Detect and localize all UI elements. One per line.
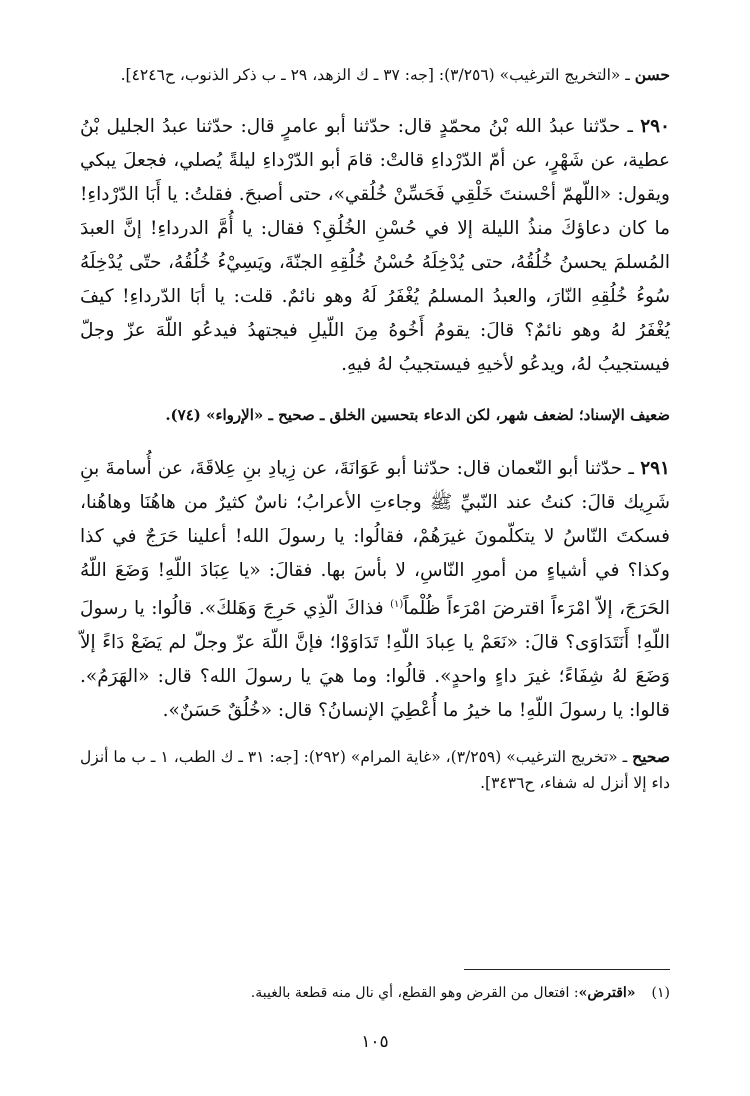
hadith-291 [80,452,670,728]
grading-hadith-289 [80,62,670,88]
grading-hadith-290 [80,402,670,428]
footnote-divider [464,969,670,970]
hadith-text-part-b: فذاكَ الّذِي حَرِجَ وَهَلكَ». قالُوا: يا رسولَ اللّهِ! أَنَتَدَاوَى؟ قالَ: «نَعَمْ يا عِبادَ اللّهِ! تَدَاوَوْا؛ فإنَّ اللّهَ عزّ وجلّ لم يَضَعْ دَاءً إلاّ وَضَعَ لهُ شِفَاءً؛ غيرَ داءٍ واحدٍ». قالُوا: وما هيَ يا رسولَ الله؟ قال: «الهَرَمُ». قالوا: يا رسولَ اللّهِ! ما خيرُ ما أُعْطِيَ الإنسانُ؟ قال: «خُلُقٌ حَسَنٌ». [80,598,670,722]
hadith-number: ٢٩١ [640,458,670,479]
hadith-290 [80,110,670,382]
hadith-number: ٢٩٠ [640,116,670,137]
grading-hadith-291 [80,744,670,796]
grading-text: ـ «التخريج الترغيب» (٣/٢٥٦): [جه: ٣٧ ـ ك الزهد، ٢٩ ـ ب ذكر الذنوب، ح٤٢٤٦]. [120,66,635,84]
footnote-term: «اقترض» [578,985,636,1001]
footnote-reference[interactable]: (١) [390,599,404,610]
footnote [80,982,670,1004]
page-number: ١٠٥ [361,1032,389,1052]
hadith-text-part-a: ـ حدّثنا أبو النّعمان قال: حدّثنا أبو عَوَانَةَ، عن زِيادِ بنِ عِلاقَةَ، عن أُسامةَ بنِ شَرِيك قالَ: كنتُ عند النّبيِّ ﷺ وجاءتِ الأعرابُ؛ ناسٌ كثيرٌ من هاهُنَا وهاهُنا، فسكتَ النّاسُ لا يتكلّمونَ غيرَهُمْ، فقالُوا: يا رسولَ الله! أعلينا حَرَجٌ في كذا وكذا؟ في أشياءٍ من أمورِ النّاسِ، لا بأسَ بها. فقالَ: «يا عِبَادَ اللّهِ! وَضَعَ اللّهُ الحَرَجَ، إلاّ امْرَءاً اقترضَ امْرَءاً ظُلْماً [80,458,671,620]
grading-text: ضعيف الإسناد؛ لضعف شهر، لكن الدعاء بتحسين الخلق ـ صحيح ـ «الإرواء» (٧٤). [165,406,670,424]
grading-label: حسن [634,65,670,84]
footnote-number: (١) [651,985,670,1001]
grading-text: ـ «تخريج الترغيب» (٣/٢٥٩)، «غاية المرام» (٢٩٢): [جه: ٣١ ـ ك الطب، ١ ـ ب ما أنزل داء إلا أنزل له شفاء، ح٣٤٣٦]. [80,748,670,793]
grading-label: صحيح [632,747,670,767]
footnote-text: : افتعال من القرض وهو القطع، أي نال منه قطعة بالغيبة. [250,985,579,1001]
hadith-text: ـ حدّثنا عبدُ الله بْنُ محمّدٍ قال: حدّثنا أبو عامرٍ قال: حدّثنا عبدُ الجليل بْنُ عطية، عن شَهْرٍ، عن أمّ الدّرْداءِ قالتْ: قامَ أبو الدّرْداءِ ليلةً يُصلي، فجعلَ يبكي ويقول: «اللّهمّ أحْسنتَ خَلْقِي فَحَسِّنْ خُلُقي»، حتى أصبحَ. فقلتُ: يا أَبَا الدّرْداءِ! ما كان دعاؤكَ منذُ الليلة إلا في حُسْنِ الخُلُقِ؟ فقال: يا أُمَّ الدرداءِ! إنَّ العبدَ المُسلمَ يحسنُ خُلُقُهُ، حتى يُدْخِلَهُ حُسْنُ خُلُقِهِ الجنّةَ، ويَسِيْءُ خُلُقُهُ، حتّى يُدْخِلَهُ سُوءُ خُلُقِهِ النّارَ، والعبدُ المسلمُ يُغْفَرُ لَهُ وهو نائمٌ. قلت: يا أبَا الدّرداءِ! كيفَ يُغْفَرُ لهُ وهو نائمٌ؟ قالَ: يقومُ أَخُوهُ مِنَ اللّيلِ فيجتهدُ فيدعُو اللّهَ عزّ وجلّ فيستجيبُ لهُ، ويدعُو لأخيهِ فيستجيبُ لهُ فيهِ. [80,116,670,375]
